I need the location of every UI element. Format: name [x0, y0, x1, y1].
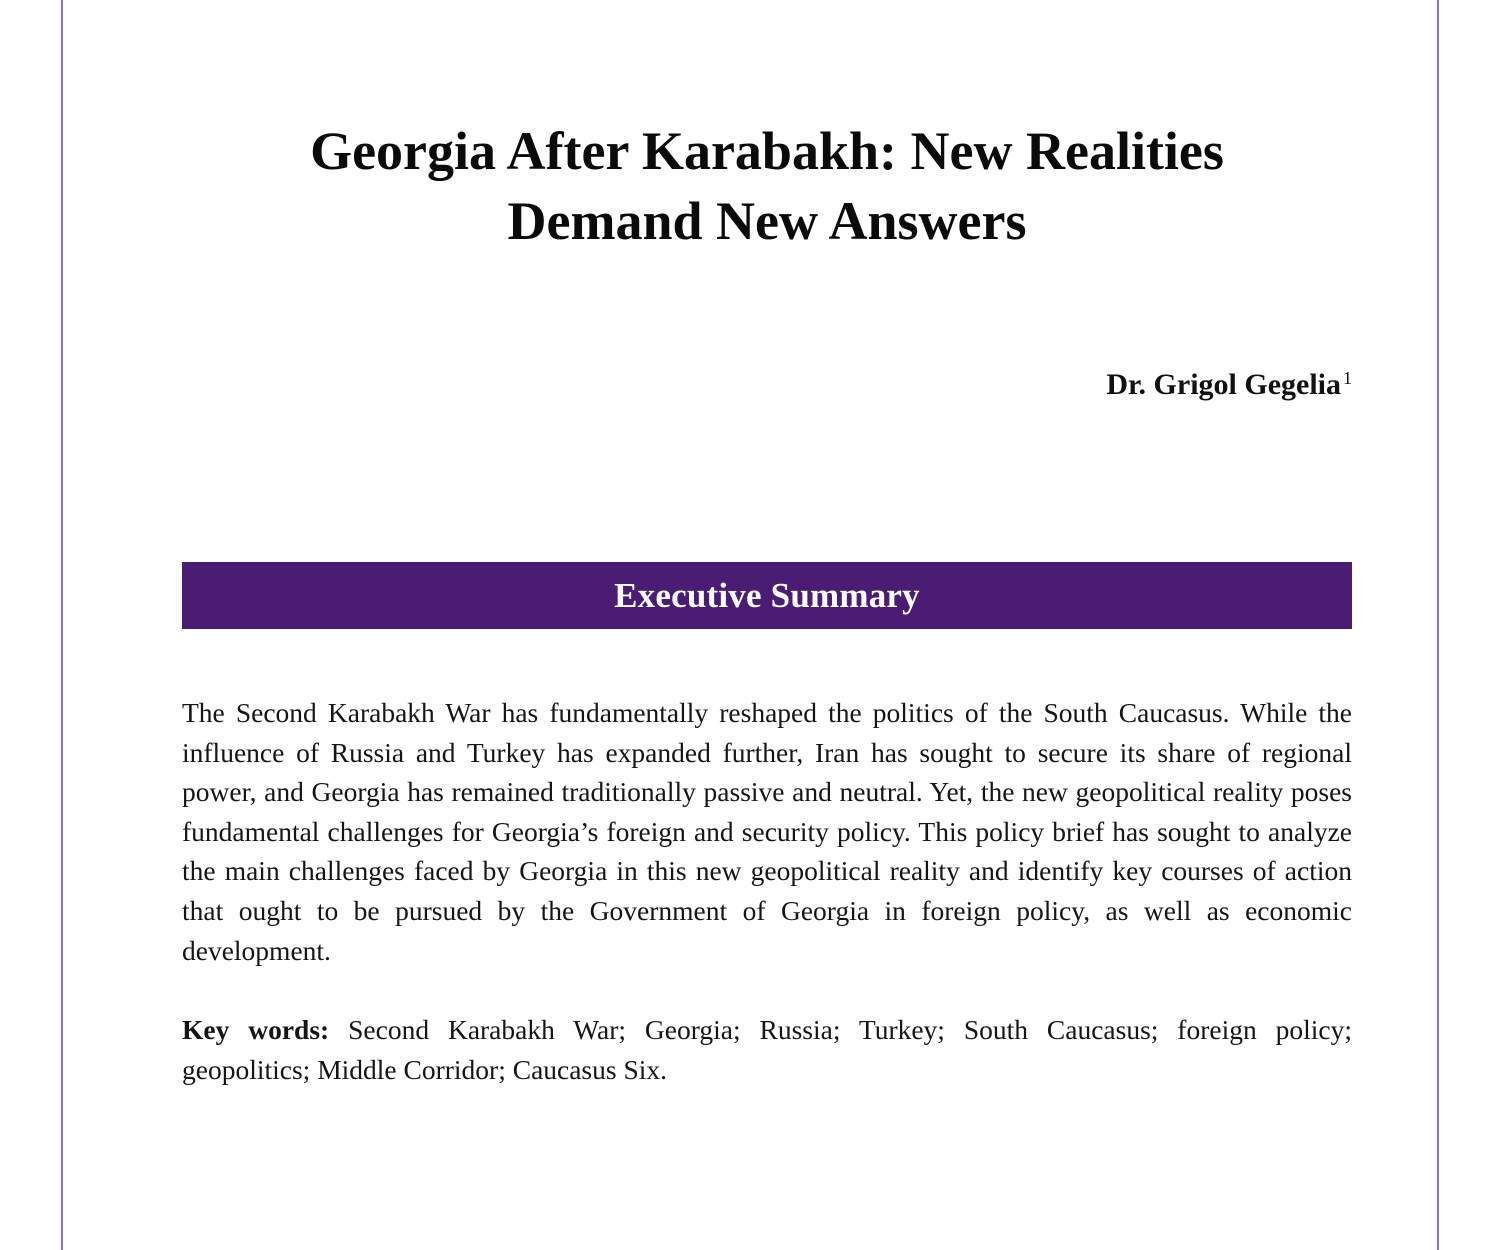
title-line-1: Georgia After Karabakh: New Realities — [310, 121, 1224, 181]
executive-summary-heading: Executive Summary — [614, 575, 920, 615]
keywords-list: Second Karabakh War; Georgia; Russia; Turkey; South Caucasus; foreign policy; geopolitics; Middle Corridor; Caucasus Six. — [182, 1014, 1352, 1085]
title-line-2: Demand New Answers — [507, 191, 1027, 251]
keywords-label: Key words: — [182, 1014, 330, 1045]
author-line — [182, 360, 1352, 403]
page-border-left — [61, 0, 63, 1250]
abstract-paragraph: The Second Karabakh War has fundamentally reshaped the politics of the South Caucasus. While the influence of Russia and Turkey has expanded further, Iran has sought to secure its share of regional power, and Georgia has remained traditionally passive and neutral. Yet, the new geopolitical reality poses fundamental challenges for Georgia’s foreign and security policy. This policy brief has sought to analyze the main challenges faced by Georgia in this new geopolitical reality and identify key courses of action that ought to be pursued by the Government of Georgia in foreign policy, as well as economic development. — [182, 697, 1352, 966]
keywords-paragraph — [182, 1010, 1352, 1089]
page-border-right — [1437, 0, 1439, 1250]
executive-summary-banner — [182, 562, 1352, 629]
author-name: Dr. Grigol Gegelia — [1106, 368, 1341, 401]
author-footnote-marker[interactable]: 1 — [1343, 368, 1352, 388]
document-title — [182, 116, 1352, 256]
